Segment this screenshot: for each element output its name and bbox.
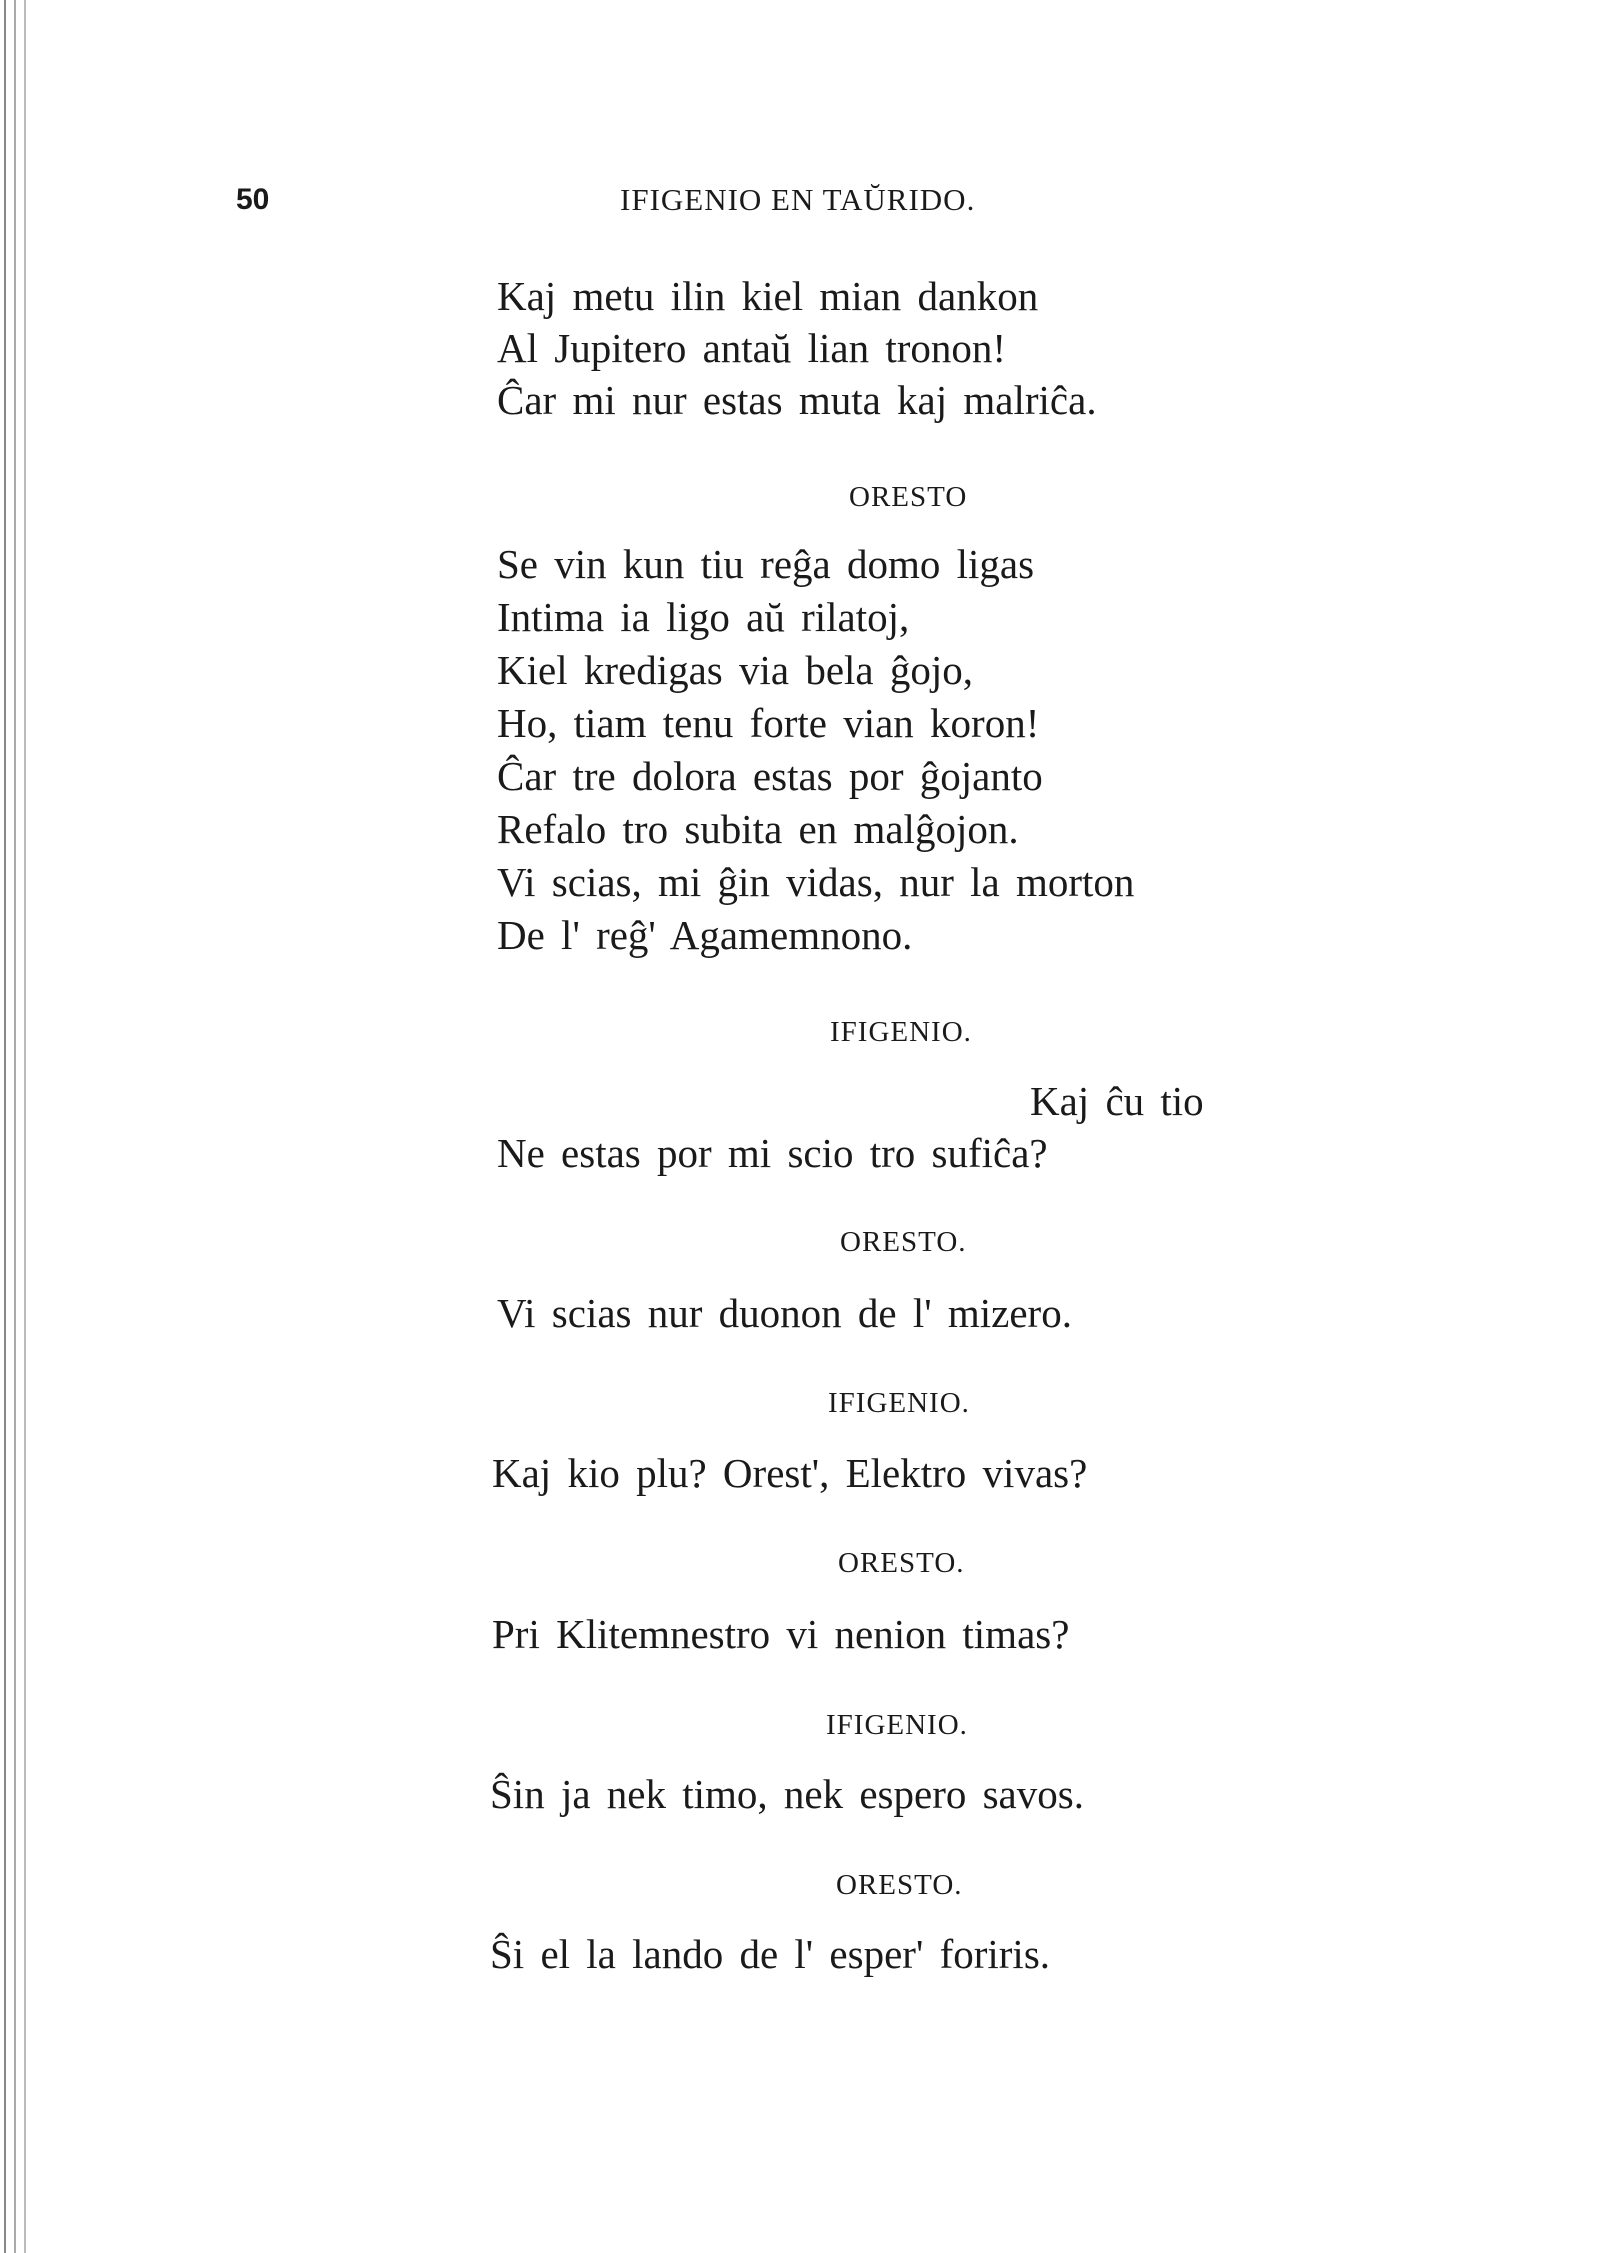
speaker-name: IFIGENIO. — [830, 1016, 972, 1048]
running-title: IFIGENIO EN TAŬRIDO. — [620, 182, 976, 217]
verse-line: Kaj metu ilin kiel mian dankon — [497, 273, 1039, 319]
binding-edge — [24, 0, 26, 2253]
speaker-name: IFIGENIO. — [826, 1709, 968, 1741]
verse-line: Se vin kun tiu reĝa domo ligas — [497, 541, 1035, 587]
verse-line: Pri Klitemnestro vi nenion timas? — [492, 1611, 1070, 1657]
verse-line: Kaj ĉu tio — [1030, 1078, 1204, 1124]
speaker-name: ORESTO — [849, 481, 968, 513]
verse-line: Refalo tro subita en malĝojon. — [497, 806, 1019, 852]
verse-line: Ŝi el la lando de l' esper' foriris. — [490, 1931, 1051, 1977]
binding-edge — [14, 0, 16, 2253]
speaker-name: ORESTO. — [840, 1226, 967, 1258]
speaker-name: ORESTO. — [836, 1869, 963, 1901]
verse-line: Kiel kredigas via bela ĝojo, — [497, 647, 974, 693]
verse-line: Kaj kio plu? Orest', Elektro vivas? — [492, 1450, 1088, 1496]
verse-line: Vi scias, mi ĝin vidas, nur la morton — [497, 859, 1135, 905]
verse-line: Al Jupitero antaŭ lian tronon! — [497, 325, 1007, 371]
verse-line: De l' reĝ' Agamemnono. — [497, 912, 913, 958]
speaker-name: IFIGENIO. — [828, 1387, 970, 1419]
verse-line: Ho, tiam tenu forte vian koron! — [497, 700, 1040, 746]
verse-line: Ĉar mi nur estas muta kaj malriĉa. — [497, 377, 1097, 423]
verse-line: Ŝin ja nek timo, nek espero savos. — [490, 1771, 1084, 1817]
verse-line: Ĉar tre dolora estas por ĝojanto — [497, 753, 1043, 799]
verse-line: Ne estas por mi scio tro sufiĉa? — [497, 1130, 1048, 1176]
page-number: 50 — [236, 183, 270, 216]
speaker-name: ORESTO. — [838, 1547, 965, 1579]
binding-edge — [4, 0, 6, 2253]
verse-line: Vi scias nur duonon de l' mizero. — [497, 1290, 1072, 1336]
verse-line: Intima ia ligo aŭ rilatoj, — [497, 594, 910, 640]
